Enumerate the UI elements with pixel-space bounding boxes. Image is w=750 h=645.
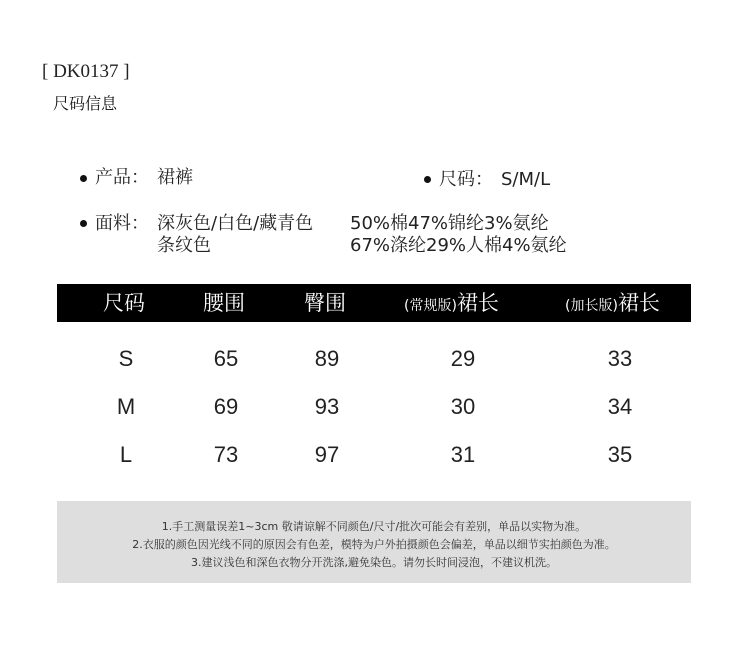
sizes-value: S/M/L xyxy=(501,169,551,190)
product-label: 产品： xyxy=(95,167,149,188)
bullet-icon xyxy=(80,220,87,227)
note-line-3: 3.建议浅色和深色衣物分开洗涤,避免染色。请勿长时间浸泡，不建议机洗。 xyxy=(191,556,557,569)
cell-size: M xyxy=(116,394,136,419)
cell-waist: 69 xyxy=(213,394,239,419)
fabric-color-1: 深灰色/白色/藏青色 xyxy=(157,213,314,234)
header-hip: 臀围 xyxy=(304,291,346,315)
cell-long-length: 34 xyxy=(607,394,633,419)
header-waist: 腰围 xyxy=(203,291,245,315)
header-regular-label: 裙长 xyxy=(456,291,499,315)
sizes-label: 尺码： xyxy=(439,169,493,190)
cell-regular-length: 30 xyxy=(450,394,476,419)
header-long-label: 裙长 xyxy=(617,291,660,315)
section-title: 尺码信息 xyxy=(53,94,118,113)
note-line-2: 2.衣服的颜色因光线不同的原因会有色差，模特为户外拍摄颜色会偏差，单品以细节实拍颜色为准。 xyxy=(132,538,616,551)
cell-long-length: 33 xyxy=(607,346,633,371)
size-table-header xyxy=(57,284,691,322)
header-size: 尺码 xyxy=(103,291,145,315)
note-line-1: 1.手工测量误差1~3cm 敬请谅解不同颜色/尺寸/批次可能会有差别，单品以实物为准。 xyxy=(161,520,587,533)
cell-size: L xyxy=(119,442,133,467)
fabric-composition-1: 50%棉47%锦纶3%氨纶 xyxy=(350,213,549,234)
bullet-icon xyxy=(80,175,87,182)
care-notes-panel xyxy=(57,501,691,583)
header-regular-length xyxy=(404,284,499,322)
cell-hip: 97 xyxy=(314,442,340,467)
header-long-prefix: (加长版) xyxy=(565,298,618,314)
fabric-composition-2: 67%涤纶29%人棉4%氨纶 xyxy=(350,235,567,256)
product-code: [ DK0137 ] xyxy=(42,61,130,82)
cell-waist: 73 xyxy=(213,442,239,467)
cell-waist: 65 xyxy=(213,346,239,371)
cell-regular-length: 29 xyxy=(450,346,476,371)
header-long-length xyxy=(565,284,660,322)
bullet-icon xyxy=(424,176,431,183)
cell-size: S xyxy=(118,346,134,371)
cell-hip: 89 xyxy=(314,346,340,371)
product-value: 裙裤 xyxy=(157,167,193,188)
cell-regular-length: 31 xyxy=(450,442,476,467)
cell-hip: 93 xyxy=(314,394,340,419)
header-regular-prefix: (常规版) xyxy=(404,298,457,314)
fabric-label: 面料： xyxy=(95,213,149,234)
fabric-color-2: 条纹色 xyxy=(157,235,211,256)
cell-long-length: 35 xyxy=(607,442,633,467)
